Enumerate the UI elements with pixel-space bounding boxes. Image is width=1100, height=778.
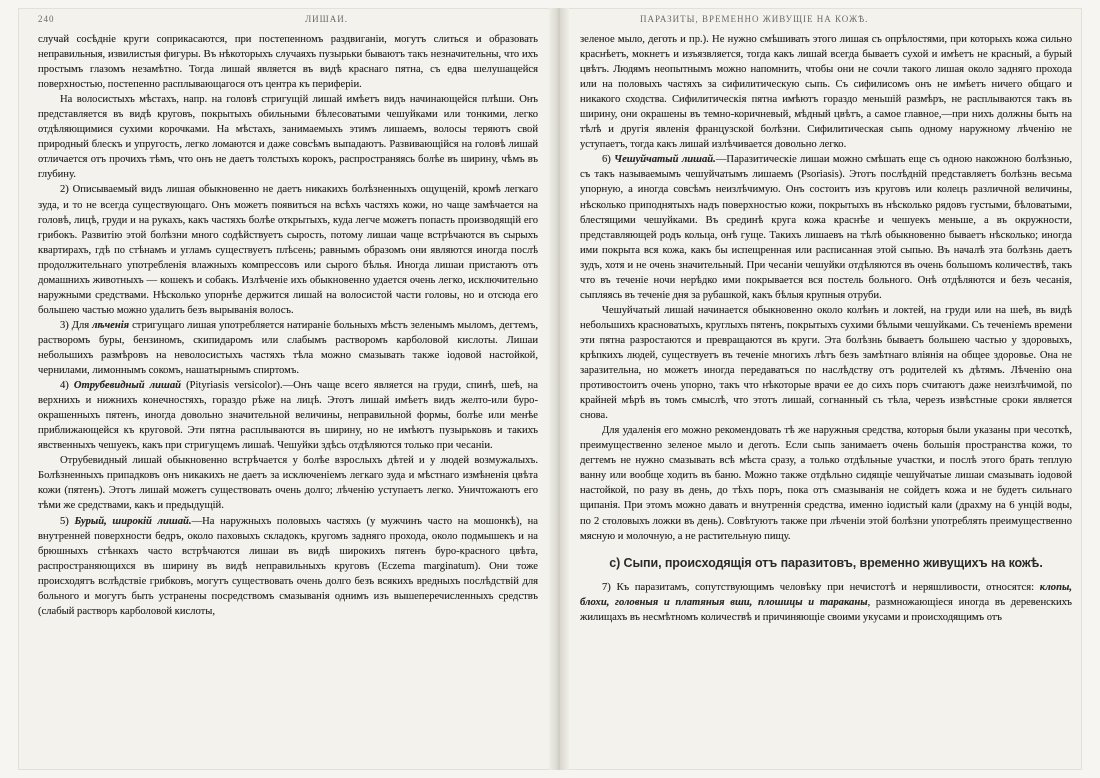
paragraph-text: случай сосѣдніе круги соприкасаются, при постепенномъ раздвиганіи, могутъ слиться и образовать неправильныя, извилистыя фигуры. Въ нѣкоторыхъ случаяхъ пузырьки бываютъ такъ незначительны, что ихъ простымъ глазомъ незамѣтно. Тогда лишай является въ видѣ краснаго пятна, съ едва шелушащейся поверхностью, постепенно расплывающагося отъ центра къ периферіи.	[38, 34, 538, 91]
paragraph-lead: 7) Къ паразитамъ, сопутствующимъ человѣку при нечистотѣ и неряшливости, относятся:	[602, 581, 1040, 593]
book-gutter	[549, 8, 569, 770]
paragraph-lead: 5)	[60, 515, 75, 527]
paragraph	[580, 32, 1072, 152]
paragraph	[38, 318, 538, 378]
paragraph-text: —На наружныхъ половыхъ частяхъ (у мужчинъ часто на мошонкѣ), на внутренней поверхности бедръ, около паховыхъ складокъ, кругомъ задняго прохода, около подмышекъ и на брюшныхъ стѣнкахъ часто встрѣчаются лишаи въ видѣ широкихъ пятенъ буро-красного цвѣта, распространяющихся въ ширину въ видѣ неправильныхъ круговъ (Eczema marginatum). Они тоже происходятъ вслѣдствіе грибковъ, могутъ существовать очень долго безъ всякихъ вредныхъ послѣдствій для больного и могутъ быть устранены посредствомъ смазыванія однимъ изъ вышеперечисленныхъ средствъ (слабый растворъ карболовой кислоты,	[38, 515, 538, 617]
section-heading: c) Сыпи, происходящія отъ паразитовъ, временно живущихъ на кожѣ.	[609, 555, 1043, 570]
paragraph-text: , размножающіеся иногда въ деревенскихъ жилищахъ въ несмѣтномъ количествѣ и причиняющіе своими укусами и происходящимъ отъ	[580, 596, 1072, 623]
paragraph-lead: 6)	[602, 154, 615, 166]
paragraph-text: Чешуйчатый лишай начинается обыкновенно около колѣнъ и локтей, на груди или на шеѣ, въ видѣ небольшихъ красноватыхъ, круглыхъ пятенъ, покрытыхъ сухими бѣлыми чешуйками. Съ теченіемъ времени эти пятна разростаются и превращаются въ круги. Эта болѣзнь бываетъ большею частью у здоровыхъ, крѣпкихъ людей, существуетъ въ теченіе многихъ лѣтъ безъ замѣтнаго вліянія на общее здоровье. Она не заразительна, но можетъ иногда передаваться по наслѣдству отъ родителей къ дѣтямъ. Лѣченію она противостоитъ очень упорно, такъ что нѣкоторые врачи ее до сихъ поръ считаютъ даже неизлѣчимой, по крайней мѣрѣ въ томъ смыслѣ, что этотъ лишай, согнанный съ тѣла, черезъ извѣстные сроки является снова.	[580, 304, 1072, 422]
page-number: 240	[38, 14, 55, 24]
emphasized-term: Чешуйчатый лишай.	[614, 154, 716, 166]
right-page	[580, 8, 1072, 770]
paragraph	[38, 182, 538, 317]
paragraph	[580, 303, 1072, 423]
running-head-title: ПАРАЗИТЫ, ВРЕМЕННО ЖИВУЩІЕ НА КОЖѢ.	[640, 14, 869, 24]
paragraph	[38, 32, 538, 92]
paragraph	[580, 152, 1072, 302]
paragraph-text: Отрубевидный лишай обыкновенно встрѣчается у болѣе взрослыхъ дѣтей и у людей возмужалыхъ. Болѣзненныхъ припадковъ онъ никакихъ не даетъ за исключеніемъ легкаго зуда и мѣстнаго измѣненія цвѣта кожи (пятенъ). Этотъ лишай можетъ существовать очень долго; лѣченію уступаетъ легко. Уничтожаютъ его тѣми же средствами, какъ и предыдущій.	[38, 455, 538, 512]
paragraph-text: —Паразитическіе лишаи можно смѣшать еще съ одною накожною болѣзнью, съ такъ называемымъ чешуйчатымъ лишаемъ (Psoriasis). Этотъ послѣдній представляетъ болѣзнь весьма упорную, а иногда совсѣмъ неизлѣчимую. Онъ состоитъ изъ круговъ или колецъ различной величины, нѣсколько приподнятыхъ надъ поверхностью кожи, покрытыхъ въ нѣсколько рядовъ густыми, бѣловатыми, блестящими чешуйками. Въ срединѣ круга кожа краснѣе и чешуекъ меньше, а въ окружности, представляющей родъ кольца, онѣ гуще. Такихъ лишаевъ на тѣлѣ обыкновенно бываетъ нѣсколько; иногда ими покрыта вся кожа, какъ бы испещренная или расписанная этой сыпью. Въ началѣ эта болѣзнь даетъ зудъ, хотя и не очень значительный. При чесаніи чешуйки отдѣляются въ очень большомъ количествѣ, такъ что въ теченіе ночи нерѣдко ими покрывается вся постель больного. Онѣ отдѣляются и безъ чесанія, сыпляясь въ теченіе дня за рубашкой, какъ бѣлыя крупныя отруби.	[580, 154, 1072, 301]
paragraph-text: 2) Описываемый видъ лишая обыкновенно не даетъ никакихъ болѣзненныхъ ощущеній, кромѣ легкаго зуда, и то не всегда существующаго. Онъ можетъ появиться на всѣхъ частяхъ кожи, но чаще замѣчается на головѣ, лицѣ, груди и на рукахъ, какъ частяхъ болѣе открытыхъ, куда легче можетъ попасть производящій его грибокъ. Развитію этой болѣзни много содѣйствуетъ сырость, потому лишаи чаще встрѣчаются въ сырыхъ квартирахъ, гдѣ по стѣнамъ и угламъ существуетъ плѣсень; равнымъ образомъ они являются иногда послѣ продолжительнаго употребленія влажныхъ компрессовъ или сырого бѣлья. Иногда лишаи пристаютъ отъ домашнихъ животныхъ — кошекъ и собакъ. Излѣченіе ихъ обыкновенно удается очень легко, исключительно наружными средствами. Нѣсколько упорнѣе держится лишай на волосистой части головы, но и отсюда его большею частью можно удалить безъ вырыванія волосъ.	[38, 184, 538, 316]
book-spread	[18, 8, 1082, 770]
left-body-text	[38, 32, 538, 619]
paragraph-lead: 4)	[60, 380, 74, 392]
paragraph	[38, 453, 538, 513]
paragraph	[38, 378, 538, 453]
right-body-text	[580, 32, 1072, 544]
paragraph	[580, 580, 1072, 625]
emphasized-term: лѣченія	[92, 319, 130, 331]
final-paragraph	[580, 580, 1072, 625]
emphasized-term: Отрубевидный лишай	[73, 380, 182, 392]
paragraph	[580, 423, 1072, 543]
right-running-head	[580, 12, 1072, 26]
paragraph-text: зеленое мыло, деготь и пр.). Не нужно смѣшивать этого лишая съ опрѣлостями, при которыхъ кожа сильно краснѣетъ, мокнетъ и изъязвляется, тогда какъ лишай всегда бываетъ сухой и имѣетъ не красный, а бурый цвѣтъ. Людямъ неопытнымъ можно напомнить, чтобы они не сочли такого лишая около задняго прохода или на половыхъ частяхъ за сифилитическую сыпь. Съ сифилисомъ онъ не имѣетъ ничего общаго и никакого сходства. Сифилитическія пятна имѣютъ гораздо меньшій размѣръ, не расплываются такъ въ ширину, они окрашены въ темно-коричневый, мѣдный цвѣтъ, а самое главное,—при нихъ должны быть на тѣлѣ и другія явленія французской болѣзни. Сифилитическая сыпь одному наружному лѣченію не уступаетъ, тогда какъ лишай излѣчивается довольно легко.	[580, 34, 1072, 151]
emphasized-term: Бурый, широкій лишай.	[74, 515, 192, 527]
paragraph-text: На волосистыхъ мѣстахъ, напр. на головѣ стригущій лишай имѣетъ видъ начинающейся плѣши. Онъ представляется въ видѣ круговъ, покрытыхъ обильными бѣлесоватыми чешуйками или тонкими, легко отдѣляющимися сухими корочками. На мѣстахъ, занимаемыхъ этимъ лишаемъ, волосы теряютъ свой природный блескъ и упругость, легко ломаются и даже совсѣмъ выпадаютъ. Развивающійся на головѣ лишай отличается отъ прочихъ тѣмъ, что онъ не даетъ толстыхъ корокъ, распространяясь болѣе въ ширину, чѣмъ въ глубину.	[38, 94, 538, 181]
left-page	[38, 8, 538, 770]
paragraph	[38, 514, 538, 619]
left-running-head	[38, 12, 538, 26]
paragraph-text: (Pityriasis versicolor).—Онъ чаще всего является на груди, спинѣ, шеѣ, на верхнихъ и нижнихъ конечностяхъ, гораздо рѣже на лицѣ. Этотъ лишай имѣетъ видъ желто-или буро-окрашенныхъ пятенъ, иногда довольно значительной величины, неправильной формы, болѣе или менѣе приближающейся къ круговой. Эти пятна расплываются въ ширину, но не имѣютъ пузырьковъ и такихъ явственныхъ чешуекъ, какъ при стригущемъ лишаѣ. Чешуйки здѣсь отдѣляются только при чесаніи.	[38, 380, 538, 452]
running-head-title: ЛИШАИ.	[305, 14, 348, 24]
paragraph-lead: 3) Для	[60, 319, 93, 331]
paragraph	[38, 92, 538, 182]
paragraph-text: Для удаленія его можно рекомендовать тѣ же наружныя средства, которыя были указаны при чесоткѣ, преимущественно зеленое мыло и деготь. Если сыпь занимаетъ очень большія пространства кожи, то дегтемъ не нужно смазывать всѣ мѣста сразу, а только отдѣльные участки, и послѣ этого брать теплую ванну или вообще ходить въ баню. Можно также отдѣльно сидящіе чешуйчатые лишаи смазывать іодовой настойкой, по разу въ день, до тѣхъ поръ, пока отъ смазыванія не сойдетъ кожа и не будетъ сильнаго щипанія. При этомъ можно давать и внутреннія средства, именно іодистый кали (драхму на 6 унцій воды, по 2 столовыхъ ложки въ день). Совѣтуютъ также при лѣченіи этой болѣзни употреблять преимущественно мясную и молочную, а не растительную пищу.	[580, 425, 1072, 542]
paragraph-text: стригущаго лишая употребляется натираніе больныхъ мѣстъ зеленымъ мыломъ, дегтемъ, растворомъ буры, бензиномъ, скипидаромъ или слабымъ растворомъ карболовой кислоты. Лишаи небольшихъ размѣровъ на неволосистыхъ частяхъ тѣла можно смазывать также іодовой настойкой, чернилами, лимоннымъ сокомъ, нашатырнымъ спиртомъ.	[38, 319, 538, 377]
emphasized-term: клопы, блохи, головныя и платяныя вши, плошицы и тараканы	[580, 581, 1072, 608]
